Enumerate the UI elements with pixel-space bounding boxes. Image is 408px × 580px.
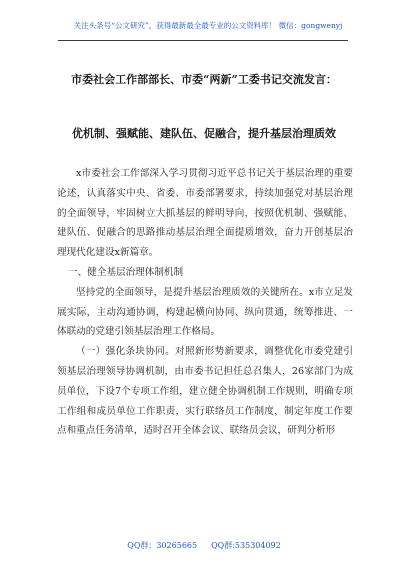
section-heading: 一、健全基层治理体制机制	[68, 266, 184, 278]
paragraph: 坚持党的全面领导，是提升基层治理质效的关键所在。x市立足发展实际，主动沟通协调，构建起横向协同、纵向贯通，统筹推进、一体联动的党建引领基层治理工作格局。	[57, 286, 353, 338]
paragraph: （一）强化条块协同。对照新形势新要求，调整优化市委党建引领基层治理领导协调机制，由市委书记担任总召集人，26家部门为成员单位，下设7个专项工作组，建立健全协调机制工作规则，明确专项工作组和成员单位工作职责，实行联络员工作制度，制定年度工作要点和重点任务清单，适时召开全体会议、联络员会议，研判分析形	[57, 346, 353, 437]
document-body	[57, 164, 353, 441]
paragraph-intro: x市委社会工作部深入学习贯彻习近平总书记关于基层治理的重要论述，认真落实中央、省委、市委部署要求，持续加强党对基层治理的全面领导，牢固树立大抓基层的鲜明导向，按照优机制、强赋能、建队伍、促融合的思路推动基层治理全面提质增效，奋力开创基层治理现代化建设x新篇章。	[57, 168, 353, 259]
document-subtitle: 优机制、强赋能、建队伍、促融合，提升基层治理质效	[72, 127, 336, 140]
footer	[0, 540, 408, 551]
document-title: 市委社会工作部部长、市委“两新”工委书记交流发言：	[71, 73, 337, 86]
header-notice: 关注头条号“公文研究”，获得最新最全最专业的公文资料库！ 微信：gongwenyj	[73, 21, 343, 30]
footer-qq-group-2: QQ群:535304092	[211, 541, 281, 550]
header-divider	[58, 40, 348, 41]
footer-qq-group-1: QQ群：30265665	[127, 541, 198, 550]
